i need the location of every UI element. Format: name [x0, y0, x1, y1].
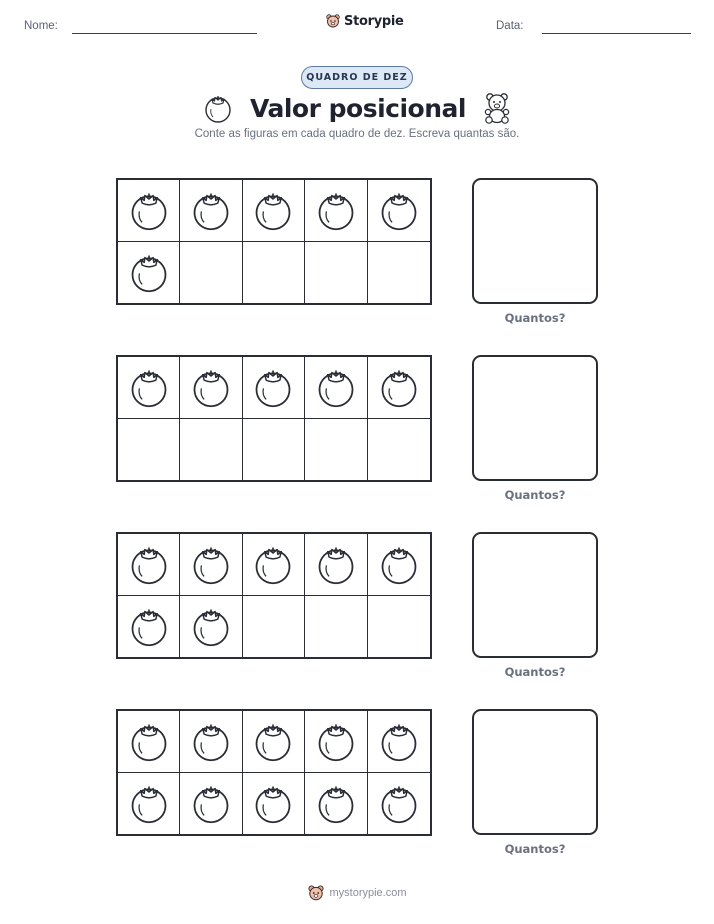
persimmon-icon — [314, 365, 358, 409]
ten-frame-cell — [305, 242, 367, 304]
footer-url: mystorypie.com — [329, 887, 407, 899]
date-label: Data: — [496, 20, 524, 32]
ten-frame-cell — [305, 180, 367, 242]
ten-frame — [116, 355, 432, 482]
storypie-bear-logo-icon — [307, 884, 325, 902]
ten-frame-cell — [368, 357, 430, 419]
persimmon-icon — [251, 188, 295, 232]
persimmon-icon — [251, 719, 295, 763]
name-line[interactable] — [72, 33, 257, 34]
persimmon-icon — [127, 604, 171, 648]
ten-frame-cell — [118, 419, 180, 481]
persimmon-icon — [189, 719, 233, 763]
ten-frame — [116, 532, 432, 659]
ten-frame-cell — [368, 242, 430, 304]
persimmon-icon — [127, 188, 171, 232]
ten-frame-cell — [243, 711, 305, 773]
footer — [0, 884, 714, 902]
answer-box[interactable] — [472, 355, 598, 481]
answer-label: Quantos? — [504, 311, 566, 325]
worksheet-badge: QUADRO DE DEZ — [301, 66, 413, 89]
answer-label: Quantos? — [504, 665, 566, 679]
ten-frame-cell — [243, 242, 305, 304]
persimmon-icon — [377, 188, 421, 232]
ten-frame — [116, 709, 432, 836]
persimmon-icon — [377, 719, 421, 763]
answer-label: Quantos? — [504, 488, 566, 502]
ten-frame-cell — [118, 596, 180, 658]
ten-frame-cell — [180, 419, 242, 481]
teddy-bear-icon — [482, 92, 512, 124]
date-line[interactable] — [542, 33, 691, 34]
persimmon-icon — [127, 250, 171, 294]
persimmon-icon — [251, 781, 295, 825]
ten-frame-cell — [305, 534, 367, 596]
answer-box[interactable] — [472, 532, 598, 658]
persimmon-icon — [314, 542, 358, 586]
ten-frame-cell — [118, 180, 180, 242]
ten-frame-cell — [305, 711, 367, 773]
ten-frame-cell — [243, 596, 305, 658]
ten-frame-cell — [180, 711, 242, 773]
brand-name: Storypie — [344, 13, 404, 29]
persimmon-icon — [314, 781, 358, 825]
ten-frame-cell — [368, 773, 430, 835]
persimmon-icon — [202, 92, 234, 124]
persimmon-icon — [127, 781, 171, 825]
ten-frame-cell — [368, 711, 430, 773]
persimmon-icon — [189, 365, 233, 409]
ten-frame-cell — [368, 596, 430, 658]
title-row — [0, 88, 714, 128]
ten-frame-cell — [305, 773, 367, 835]
persimmon-icon — [127, 719, 171, 763]
persimmon-icon — [127, 365, 171, 409]
answer-box[interactable] — [472, 178, 598, 304]
persimmon-icon — [189, 188, 233, 232]
storypie-bear-logo-icon — [325, 13, 341, 29]
persimmon-icon — [127, 542, 171, 586]
persimmon-icon — [377, 781, 421, 825]
ten-frame-cell — [180, 534, 242, 596]
persimmon-icon — [377, 365, 421, 409]
ten-frame-cell — [305, 357, 367, 419]
persimmon-icon — [251, 365, 295, 409]
ten-frame-cell — [180, 596, 242, 658]
persimmon-icon — [189, 604, 233, 648]
ten-frame-cell — [305, 596, 367, 658]
persimmon-icon — [377, 542, 421, 586]
name-label: Nome: — [24, 20, 58, 32]
ten-frame-cell — [118, 357, 180, 419]
ten-frame-cell — [305, 419, 367, 481]
persimmon-icon — [251, 542, 295, 586]
ten-frame-cell — [243, 534, 305, 596]
page-title: Valor posicional — [250, 93, 466, 123]
persimmon-icon — [189, 781, 233, 825]
ten-frame-cell — [243, 180, 305, 242]
ten-frame — [116, 178, 432, 305]
ten-frame-cell — [243, 419, 305, 481]
persimmon-icon — [314, 188, 358, 232]
instructions: Conte as figuras em cada quadro de dez. Escreva quantas são. — [194, 128, 520, 140]
ten-frame-cell — [118, 242, 180, 304]
ten-frame-cell — [243, 773, 305, 835]
ten-frame-cell — [118, 773, 180, 835]
persimmon-icon — [314, 719, 358, 763]
ten-frame-cell — [368, 180, 430, 242]
ten-frame-cell — [180, 773, 242, 835]
ten-frame-cell — [118, 534, 180, 596]
ten-frame-cell — [180, 242, 242, 304]
ten-frame-cell — [180, 180, 242, 242]
ten-frame-cell — [368, 419, 430, 481]
answer-label: Quantos? — [504, 842, 566, 856]
ten-frame-cell — [243, 357, 305, 419]
ten-frame-cell — [118, 711, 180, 773]
answer-box[interactable] — [472, 709, 598, 835]
brand-logo — [325, 13, 404, 29]
ten-frame-cell — [368, 534, 430, 596]
persimmon-icon — [189, 542, 233, 586]
ten-frame-cell — [180, 357, 242, 419]
